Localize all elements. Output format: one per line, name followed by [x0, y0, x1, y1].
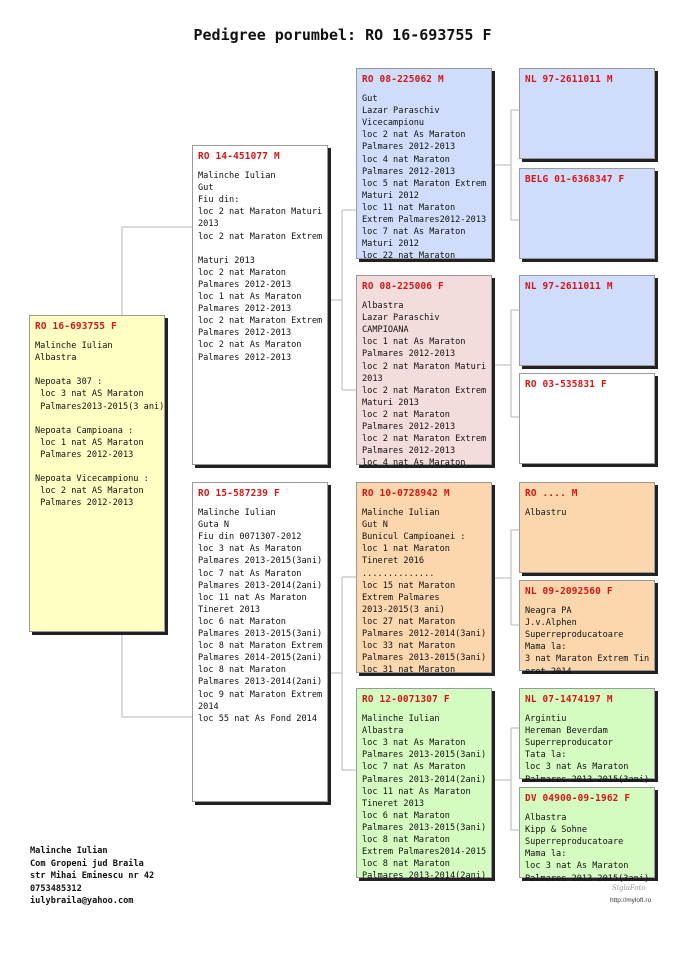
detail-line: Maturi 2012: [362, 239, 419, 250]
bird-details: [362, 300, 487, 469]
detail-line: loc 2 nat Maraton Extrem: [198, 231, 323, 242]
detail-line: Palmares 2013-2015(3ani): [362, 822, 487, 833]
detail-line: Tata la:: [525, 750, 567, 761]
detail-line: loc 1 nat Maraton: [362, 544, 450, 555]
detail-line: loc 31 nat Maraton: [362, 665, 456, 676]
detail-line: Palmares 2013-2014(2ani): [198, 677, 323, 688]
detail-line: Superreproducatoare: [525, 630, 624, 641]
detail-line: Mama la:: [525, 849, 567, 860]
detail-line: loc 5 nat Maraton Extrem: [362, 178, 487, 189]
detail-line: Albastru: [525, 508, 567, 519]
detail-line: [198, 243, 323, 255]
dam-sire-card: [356, 482, 492, 676]
detail-line: loc 7 nat As Maraton: [362, 227, 466, 238]
detail-line: Gut: [198, 183, 214, 194]
detail-line: Tineret 2016: [362, 556, 425, 567]
sire-dam-card: [356, 275, 492, 469]
watermark-url: http://myloft.ro: [610, 897, 652, 904]
detail-line: CAMPIOANA: [362, 325, 409, 336]
ddd-card: [519, 787, 655, 884]
detail-line: Palmares 2013-2014(2ani): [198, 580, 323, 591]
detail-line: Palmares 2012-2013: [198, 304, 292, 315]
detail-line: Palmares 2013-2015(3ani): [362, 653, 487, 664]
detail-line: loc 1 nat AS Maraton: [35, 437, 144, 448]
detail-line: loc 8 nat Maraton: [362, 835, 450, 846]
ring-number: NL 09-2092560 F: [525, 586, 613, 597]
detail-line: Superreproducatoare: [525, 837, 624, 848]
ring-number: NL 97-2611011 M: [525, 74, 613, 85]
detail-line: [35, 413, 160, 425]
detail-line: Palmares 2013-2014(2ani): [362, 774, 487, 785]
detail-line: loc 27 nat Maraton: [362, 616, 456, 627]
detail-line: loc 11 nat Maraton: [362, 202, 456, 213]
ring-number: RO 10-0728942 M: [362, 488, 450, 499]
sdd-card: [519, 373, 655, 464]
detail-line: Mama la:: [525, 642, 567, 653]
photographer-signature: SiglaFoto: [612, 884, 646, 892]
detail-line: 3 nat Maraton Extrem Tin: [525, 654, 650, 665]
sds-card: [519, 275, 655, 366]
detail-line: Kipp & Sohne: [525, 825, 588, 836]
detail-line: Malinche Iulian: [362, 508, 440, 519]
sire-sire-card: [356, 68, 492, 262]
detail-line: loc 3 nat As Maraton: [525, 762, 629, 773]
ring-number: DV 04900-09-1962 F: [525, 793, 631, 804]
detail-line: Extrem Palmares2012-2013: [362, 215, 487, 226]
detail-line: loc 2 nat Maraton: [362, 409, 450, 420]
detail-line: Tineret 2013: [362, 798, 425, 809]
detail-line: loc 1 nat As Maraton: [198, 292, 302, 303]
detail-line: Bunicul Campioanei :: [362, 532, 466, 543]
detail-line: Palmares2013-2015(3 ani): [35, 401, 165, 412]
ring-number: NL 07-1474197 M: [525, 694, 613, 705]
detail-line: loc 11 nat As Maraton: [198, 592, 307, 603]
detail-line: Argintiu: [525, 714, 567, 725]
detail-line: loc 2 nat Maraton Maturi: [198, 207, 323, 218]
ring-number: RO 08-225006 F: [362, 281, 444, 292]
detail-line: Albastra: [35, 353, 77, 364]
detail-line: Malinche Iulian: [362, 714, 440, 725]
detail-line: loc 2 nat As Maraton: [362, 130, 466, 141]
detail-line: loc 22 nat Maraton: [362, 251, 456, 262]
detail-line: Palmares 2013-2014(2ani): [362, 871, 487, 882]
sire-card: [192, 145, 328, 465]
detail-line: loc 2 nat Maraton Extrem: [362, 385, 487, 396]
sss-card: [519, 68, 655, 159]
detail-line: Malinche Iulian: [35, 341, 113, 352]
bird-details: [362, 713, 487, 882]
dss-card: [519, 482, 655, 573]
detail-line: loc 1 nat As Maraton: [362, 337, 466, 348]
detail-line: Palmares 2012-2013: [362, 166, 456, 177]
subject-card: [29, 315, 165, 632]
detail-line: Palmares 2013-2015(3ani): [362, 750, 487, 761]
detail-line: loc 9 nat Maraton Extrem: [198, 689, 323, 700]
ring-number: RO 14-451077 M: [198, 151, 280, 162]
detail-line: [35, 461, 160, 473]
detail-line: Palmares 2012-2013: [362, 142, 456, 153]
detail-line: Vicecampionu: [362, 118, 425, 129]
detail-line: loc 8 nat Maraton: [362, 859, 450, 870]
detail-line: Tineret 2013: [198, 604, 261, 615]
detail-line: Superreproducator: [525, 738, 613, 749]
address-line: Com Gropeni jud Braila: [30, 858, 144, 869]
detail-line: ..............: [362, 568, 435, 579]
detail-line: Albastra: [362, 301, 404, 312]
detail-line: loc 3 nat As Maraton: [198, 544, 302, 555]
detail-line: loc 15 nat Maraton: [362, 580, 456, 591]
detail-line: Palmares 2012-2013: [362, 446, 456, 457]
detail-line: Palmares 2012-2013: [362, 349, 456, 360]
bird-details: [525, 605, 650, 678]
detail-line: eret 2014: [525, 666, 572, 677]
detail-line: loc 33 nat Maraton: [362, 641, 456, 652]
detail-line: Palmares 2012-2013: [198, 279, 292, 290]
detail-line: Palmares 2012-2014(3ani): [362, 629, 487, 640]
detail-line: loc 3 nat As Maraton: [362, 738, 466, 749]
detail-line: Palmares 2012-2013: [35, 449, 134, 460]
ssd-card: [519, 168, 655, 259]
ring-number: RO 08-225062 M: [362, 74, 444, 85]
detail-line: Fiu din 0071307-2012: [198, 532, 302, 543]
detail-line: Malinche Iulian: [198, 508, 276, 519]
detail-line: 2013-2015(3 ani): [362, 604, 445, 615]
detail-line: Extrem Palmares: [362, 592, 440, 603]
detail-line: loc 55 nat As Fond 2014: [198, 713, 317, 724]
detail-line: Palmares 2012-2013: [198, 328, 292, 339]
detail-line: Maturi 2013: [198, 255, 255, 266]
ring-number: RO 03-535831 F: [525, 379, 607, 390]
detail-line: 2014: [198, 701, 219, 712]
page-title: Pedigree porumbel: RO 16-693755 F: [193, 26, 492, 44]
dsd-card: [519, 580, 655, 677]
detail-line: 2013: [362, 373, 383, 384]
detail-line: Fiu din:: [198, 195, 240, 206]
detail-line: Gut N: [362, 520, 388, 531]
detail-line: Palmares 2013-2015(3ani): [525, 774, 650, 785]
dam-dam-card: [356, 688, 492, 882]
detail-line: loc 4 nat Maraton: [362, 154, 450, 165]
detail-line: Nepoata Vicecampionu :: [35, 474, 149, 485]
detail-line: Palmares 2013-2015(3ani): [198, 629, 323, 640]
detail-line: Palmares 2013-2015(3ani): [525, 873, 650, 884]
detail-line: loc 2 nat Maraton Extrem: [198, 316, 323, 327]
detail-line: Malinche Iulian: [198, 171, 276, 182]
detail-line: Nepoata Campioana :: [35, 425, 134, 436]
detail-line: loc 2 nat Maraton Maturi: [362, 361, 487, 372]
ring-number: RO 16-693755 F: [35, 321, 117, 332]
detail-line: loc 2 nat As Maraton: [198, 340, 302, 351]
detail-line: loc 11 nat As Maraton: [362, 786, 471, 797]
detail-line: loc 7 nat As Maraton: [198, 568, 302, 579]
detail-line: Palmares 2012-2013: [362, 422, 456, 433]
address-line: str Mihai Eminescu nr 42: [30, 871, 155, 881]
ring-number: RO 15-587239 F: [198, 488, 280, 499]
detail-line: loc 3 nat AS Maraton: [35, 389, 144, 400]
owner-name: Malinche Iulian: [30, 846, 108, 856]
detail-line: loc 8 nat Maraton Extrem: [198, 641, 323, 652]
detail-line: Lazar Paraschiv: [362, 106, 440, 117]
bird-details: [525, 507, 650, 519]
detail-line: Palmares 2012-2013: [35, 498, 134, 509]
detail-line: J.v.Alphen: [525, 618, 577, 629]
detail-line: loc 2 nat AS Maraton: [35, 486, 144, 497]
detail-line: loc 7 nat As Maraton: [362, 762, 466, 773]
detail-line: Lazar Paraschiv: [362, 313, 440, 324]
detail-line: Nepoata 307 :: [35, 377, 103, 388]
detail-line: Neagra PA: [525, 606, 572, 617]
bird-details: [35, 340, 165, 509]
detail-line: Hereman Beverdam: [525, 726, 608, 737]
dds-card: [519, 688, 655, 785]
detail-line: loc 6 nat Maraton: [198, 616, 286, 627]
detail-line: Extrem Palmares2014-2015: [362, 847, 487, 858]
detail-line: Palmares 2012-2013: [198, 352, 292, 363]
phone-number: 0753485312: [30, 883, 82, 894]
bird-details: [198, 170, 323, 364]
dam-card: [192, 482, 328, 802]
detail-line: loc 8 nat Maraton: [198, 665, 286, 676]
ring-number: NL 97-2611011 M: [525, 281, 613, 292]
ring-number: BELG 01-6368347 F: [525, 174, 625, 185]
ring-number: RO 12-0071307 F: [362, 694, 450, 705]
detail-line: Albastra: [362, 726, 404, 737]
detail-line: loc 6 nat Maraton: [362, 810, 450, 821]
email-address: iulybraila@yahoo.com: [30, 896, 134, 906]
bird-details: [525, 713, 650, 786]
bird-details: [362, 507, 487, 676]
contact-block: [30, 845, 154, 908]
detail-line: Guta N: [198, 520, 230, 531]
detail-line: [35, 364, 160, 376]
detail-line: 2013: [198, 219, 219, 230]
bird-details: [525, 812, 650, 885]
detail-line: loc 2 nat Maraton Extrem: [362, 434, 487, 445]
ring-number: RO .... M: [525, 488, 578, 499]
detail-line: Palmares 2014-2015(2ani): [198, 653, 323, 664]
detail-line: Palmares 2013-2015(3ani): [198, 556, 323, 567]
bird-details: [198, 507, 323, 725]
detail-line: loc 2 nat Maraton: [198, 267, 286, 278]
detail-line: loc 3 nat As Maraton: [525, 861, 629, 872]
detail-line: Albastra: [525, 813, 567, 824]
detail-line: Maturi 2012: [362, 190, 419, 201]
detail-line: Gut: [362, 94, 378, 105]
detail-line: Maturi 2013: [362, 397, 419, 408]
bird-details: [362, 93, 487, 262]
detail-line: loc 4 nat As Maraton: [362, 458, 466, 469]
